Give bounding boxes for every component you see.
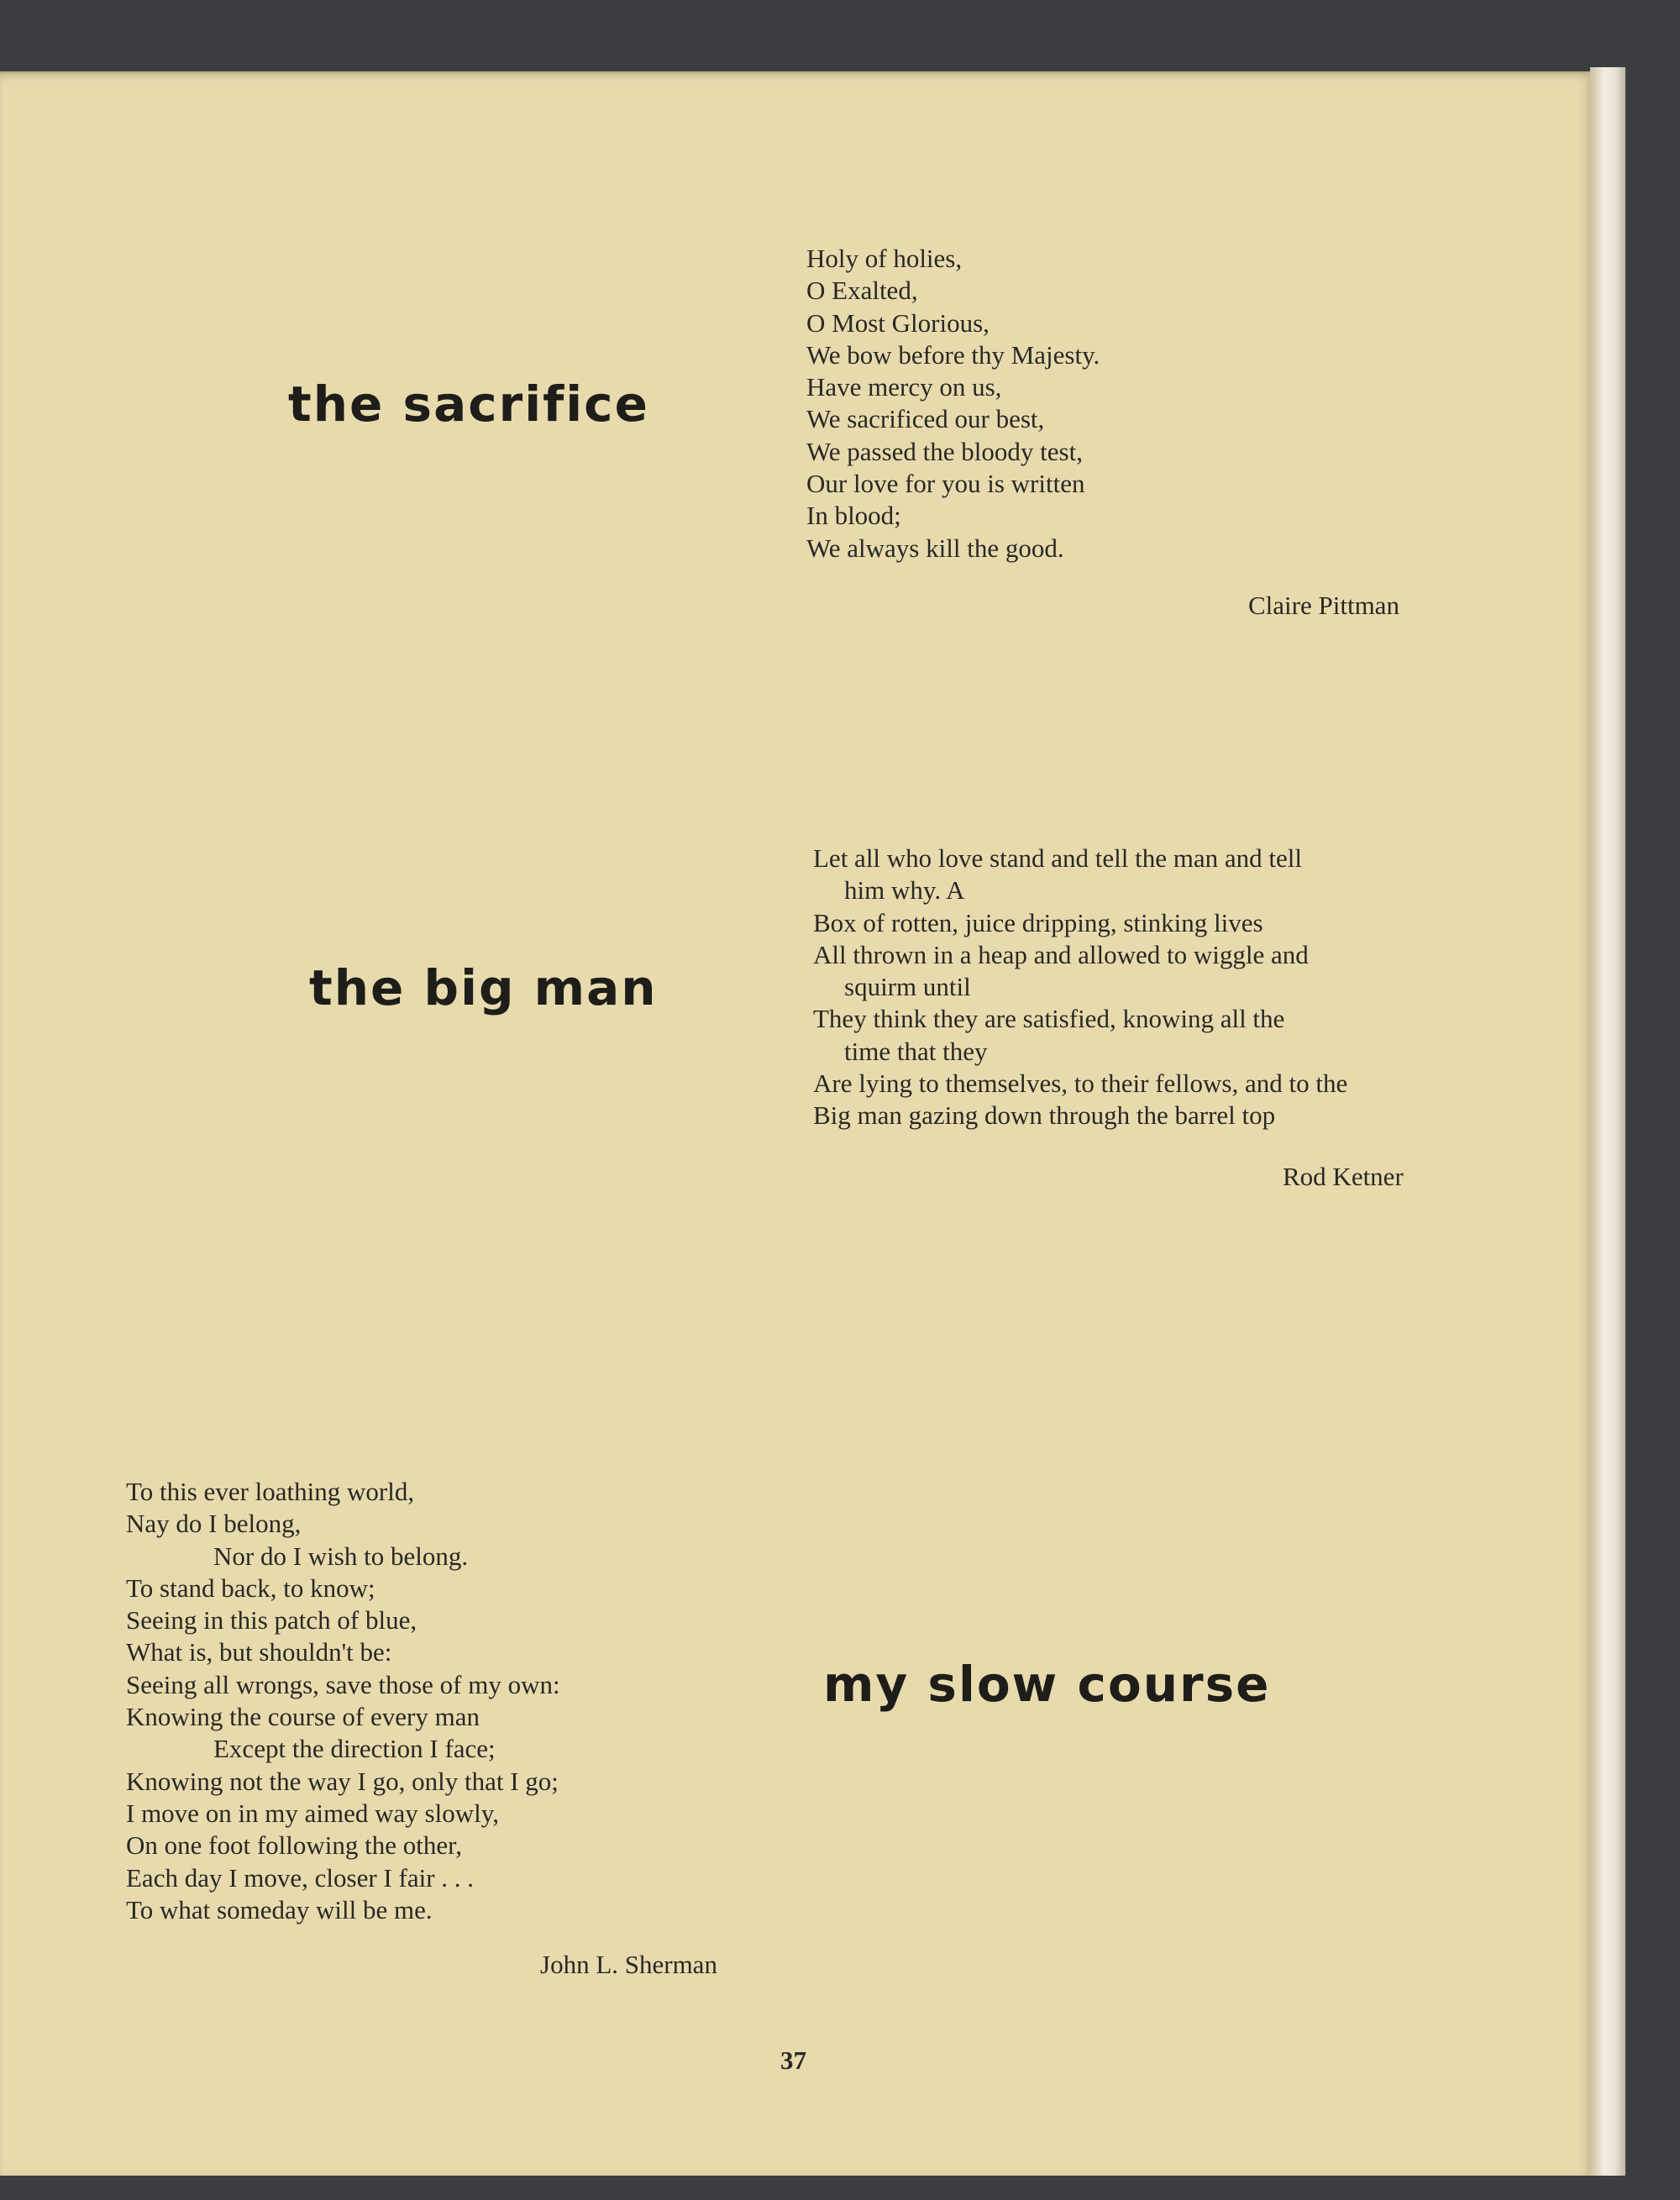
poem-author-big-man: Rod Ketner: [1283, 1162, 1404, 1191]
poem-line: Big man gazing down through the barrel top: [813, 1100, 1276, 1131]
poem-line: Have mercy on us,: [806, 372, 1002, 402]
poem-line: To what someday will be me.: [126, 1894, 433, 1924]
poem-line: Let all who love stand and tell the man and tell: [813, 843, 1302, 873]
poem-line: Nay do I belong,: [126, 1509, 302, 1539]
poem-line: Our love for you is written: [806, 469, 1085, 499]
poem-line: O Most Glorious,: [806, 307, 990, 338]
poem-line: In blood;: [806, 501, 901, 531]
poem-line: All thrown in a heap and allowed to wiggle and: [813, 939, 1309, 969]
poem-line: We always kill the good.: [806, 533, 1064, 563]
poem-line: Are lying to themselves, to their fellows, and to the: [813, 1068, 1348, 1099]
poem-title-slow-course: my slow course: [823, 1656, 1271, 1713]
poem-author-slow-course: John L. Sherman: [540, 1950, 717, 1979]
poem-line: I move on in my aimed way slowly,: [126, 1798, 499, 1828]
poem-line: We bow before thy Majesty.: [806, 339, 1100, 370]
poem-line: Nor do I wish to belong.: [213, 1541, 469, 1571]
poem-line: Holy of holies,: [806, 244, 963, 273]
poem-line: Seeing in this patch of blue,: [126, 1605, 417, 1636]
poem-title-big-man: the big man: [309, 959, 658, 1016]
poem-line: Knowing not the way I go, only that I go;: [126, 1766, 559, 1796]
poem-line: What is, but shouldn't be:: [126, 1637, 392, 1667]
poem-line: squirm until: [844, 972, 971, 1002]
poem-line: Knowing the course of every man: [126, 1702, 480, 1732]
poem-body-big-man: [813, 843, 1347, 1132]
page-edge: [1590, 67, 1625, 2176]
poem-line: Each day I move, closer I fair . . .: [126, 1862, 475, 1893]
poem-line: On one foot following the other,: [126, 1830, 462, 1861]
poem-line: We passed the bloody test,: [806, 436, 1083, 466]
poem-line: O Exalted,: [806, 276, 918, 306]
poem-line: time that they: [844, 1036, 988, 1066]
poem-author-sacrifice: Claire Pittman: [1248, 591, 1399, 620]
poem-line: We sacrificed our best,: [806, 404, 1045, 434]
poem-line: To this ever loathing world,: [126, 1477, 415, 1506]
poem-line: Seeing all wrongs, save those of my own:: [126, 1669, 560, 1699]
poem-body-sacrifice: [806, 243, 1100, 564]
poem-line: To stand back, to know;: [126, 1573, 375, 1603]
poem-line: They think they are satisfied, knowing all the: [813, 1004, 1285, 1034]
poem-body-slow-course: [126, 1476, 560, 1926]
poem-title-sacrifice: the sacrifice: [288, 375, 649, 433]
poem-line: Box of rotten, juice dripping, stinking lives: [813, 907, 1263, 937]
poem-line: him why. A: [844, 875, 965, 906]
page-number: 37: [780, 2045, 806, 2075]
poem-line: Except the direction I face;: [213, 1734, 496, 1764]
